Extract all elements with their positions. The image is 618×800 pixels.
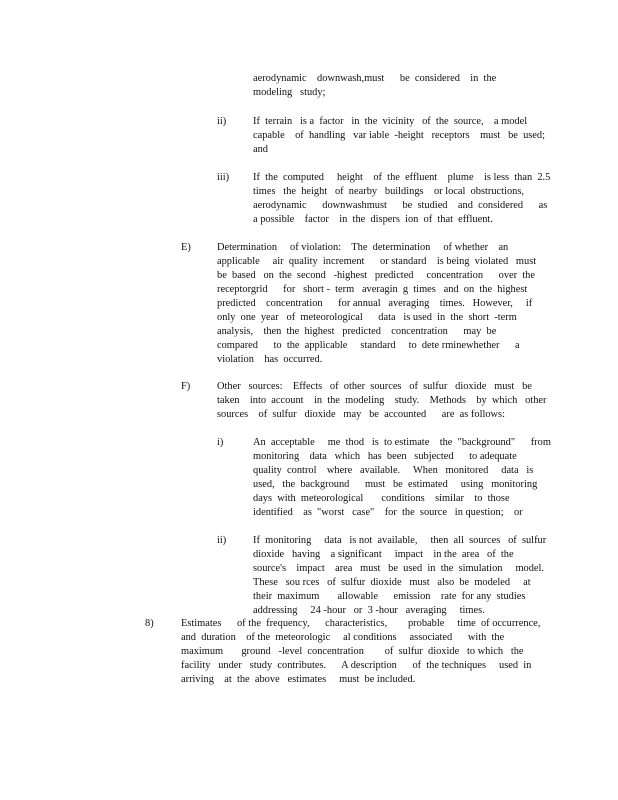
text-line: quality control where available. When monitored data is (253, 465, 534, 476)
text-line: Determination of violation: The determination of whether an (217, 242, 509, 253)
text-line: monitoring data which has been subjected to adequate (253, 451, 517, 462)
text-line: dioxide having a significant impact in the area of the (253, 549, 514, 560)
section-label: F) (181, 381, 191, 392)
text-line: applicable air quality increment or standard is being violated must (217, 256, 537, 267)
text-line: their maximum allowable emission rate for any studies (253, 591, 526, 602)
text-line: These sou rces of sulfur dioxide must also be modeled at (253, 577, 531, 588)
text-line: aerodynamic downwash,must be considered in the (253, 73, 497, 84)
text-line: and (253, 144, 269, 155)
text-line: sources of sulfur dioxide may be accounted are as follows: (217, 409, 505, 420)
text-line: Estimates of the frequency, characteristics, probable time of occurrence, (181, 618, 541, 629)
text-line: If terrain is a factor in the vicinity of the source, a model (253, 116, 528, 127)
text-line: aerodynamic downwashmust be studied and considered as (253, 200, 548, 211)
item-label: ii) (217, 116, 227, 127)
section-label: 8) (145, 618, 154, 629)
section-label: E) (181, 242, 191, 253)
text-line: If monitoring data is not available, then all sources of sulfur (253, 535, 547, 546)
text-line: taken into account in the modeling study. Methods by which other (217, 395, 547, 406)
text-line: source's impact area must be used in the simulation model. (253, 563, 545, 574)
text-line: maximum ground -level concentration of sulfur dioxide to which the (181, 646, 524, 657)
item-label: iii) (217, 172, 230, 183)
text-line: a possible factor in the dispers ion of that effluent. (253, 214, 493, 225)
text-line: be based on the second -highest predicted concentration over the (217, 270, 535, 281)
text-line: identified as "worst case" for the source in question; or (253, 507, 523, 518)
text-line: predicted concentration for annual averaging times. However, if (217, 298, 533, 309)
text-line: only one year of meteorological data is used in the short -term (217, 312, 517, 323)
text-line: times the height of nearby buildings or local obstructions, (253, 186, 524, 197)
text-line: capable of handling var iable -height receptors must be used; (253, 130, 546, 141)
text-line: Other sources: Effects of other sources of sulfur dioxide must be (217, 381, 532, 392)
item-label: i) (217, 437, 224, 448)
text-line: modeling study; (253, 87, 326, 98)
text-line: arriving at the above estimates must be included. (181, 674, 416, 685)
text-line: days with meteorological conditions similar to those (253, 493, 510, 504)
text-line: violation has occurred. (217, 354, 323, 365)
text-line: If the computed height of the effluent plume is less than 2.5 (253, 172, 551, 183)
text-line: and duration of the meteorologic al conditions associated with the (181, 632, 505, 643)
text-line: used, the background must be estimated using monitoring (253, 479, 538, 490)
text-line: addressing 24 -hour or 3 -hour averaging times. (253, 605, 485, 616)
text-line: facility under study contributes. A description of the techniques used in (181, 660, 532, 671)
text-line: analysis, then the highest predicted concentration may be (217, 326, 497, 337)
text-line: An acceptable me thod is to estimate the "background" from (253, 437, 551, 448)
text-line: receptorgrid for short - term averagin g times and on the highest (217, 284, 528, 295)
text-line: compared to the applicable standard to dete rminewhether a (217, 340, 520, 351)
item-label: ii) (217, 535, 227, 546)
